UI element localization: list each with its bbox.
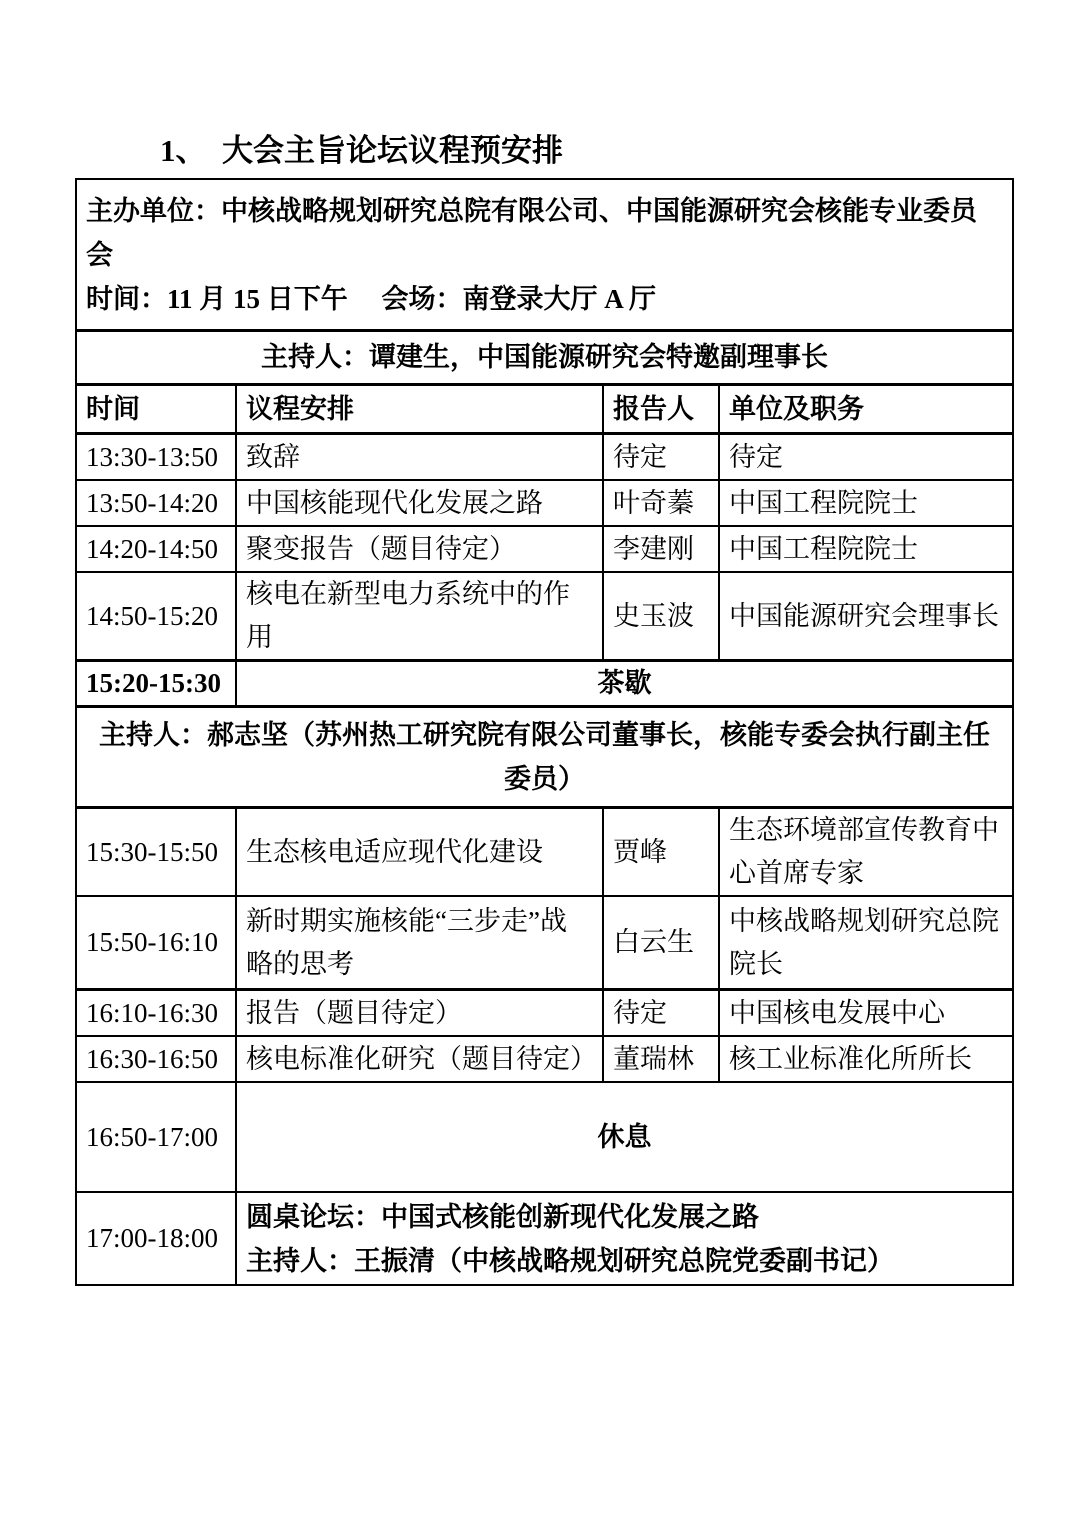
affiliation-cell: 核工业标准化所所长	[719, 1036, 1013, 1082]
speaker-cell: 叶奇蓁	[603, 480, 719, 526]
agenda-row	[76, 480, 1013, 526]
moderator-1-text: 主持人：谭建生，中国能源研究会特邀副理事长	[76, 331, 1013, 385]
affiliation-cell: 生态环境部宣传教育中心首席专家	[719, 808, 1013, 897]
tea-break-row	[76, 661, 1013, 707]
speaker-cell: 白云生	[603, 896, 719, 990]
col-header-speaker: 报告人	[603, 385, 719, 434]
organizer-text: 主办单位：中核战略规划研究总院有限公司、中国能源研究会核能专业委员会	[86, 196, 977, 270]
affiliation-cell: 中国工程院院士	[719, 480, 1013, 526]
time-cell: 16:10-16:30	[76, 990, 236, 1037]
time-cell: 15:20-15:30	[76, 661, 236, 707]
affiliation-cell: 中国工程院院士	[719, 526, 1013, 572]
agenda-row	[76, 808, 1013, 897]
agenda-row	[76, 572, 1013, 661]
topic-cell: 核电标准化研究（题目待定）	[236, 1036, 603, 1082]
time-venue-text: 时间：11 月 15 日下午 会场：南登录大厅 A 厅	[86, 284, 657, 314]
time-cell: 17:00-18:00	[76, 1192, 236, 1285]
affiliation-cell: 待定	[719, 434, 1013, 481]
time-cell: 16:30-16:50	[76, 1036, 236, 1082]
roundtable-title: 圆桌论坛：中国式核能创新现代化发展之路	[246, 1201, 759, 1232]
col-header-topic: 议程安排	[236, 385, 603, 434]
time-cell: 14:50-15:20	[76, 572, 236, 661]
topic-cell: 报告（题目待定）	[236, 990, 603, 1037]
agenda-row	[76, 434, 1013, 481]
agenda-table	[75, 178, 1014, 1286]
roundtable-cell	[236, 1192, 1013, 1285]
info-row	[76, 179, 1013, 331]
moderator-row-1	[76, 331, 1013, 385]
roundtable-moderator: 主持人：王振清（中核战略规划研究总院党委副书记）	[246, 1245, 894, 1276]
info-cell	[76, 179, 1013, 331]
col-header-affiliation: 单位及职务	[719, 385, 1013, 434]
time-cell: 14:20-14:50	[76, 526, 236, 572]
roundtable-row	[76, 1192, 1013, 1285]
speaker-cell: 李建刚	[603, 526, 719, 572]
time-cell: 16:50-17:00	[76, 1082, 236, 1192]
agenda-row	[76, 1036, 1013, 1082]
topic-cell: 中国核能现代化发展之路	[236, 480, 603, 526]
col-header-time: 时间	[76, 385, 236, 434]
moderator-2-text: 主持人：郝志坚（苏州热工研究院有限公司董事长，核能专委会执行副主任委员）	[76, 707, 1013, 808]
rest-break-row	[76, 1082, 1013, 1192]
time-cell: 13:50-14:20	[76, 480, 236, 526]
moderator-row-2	[76, 707, 1013, 808]
affiliation-cell: 中国能源研究会理事长	[719, 572, 1013, 661]
agenda-row	[76, 526, 1013, 572]
topic-cell: 生态核电适应现代化建设	[236, 808, 603, 897]
affiliation-cell: 中国核电发展中心	[719, 990, 1013, 1037]
time-cell: 15:50-16:10	[76, 896, 236, 990]
affiliation-cell: 中核战略规划研究总院院长	[719, 896, 1013, 990]
agenda-row	[76, 896, 1013, 990]
tea-break-label: 茶歇	[236, 661, 1013, 707]
speaker-cell: 史玉波	[603, 572, 719, 661]
time-cell: 15:30-15:50	[76, 808, 236, 897]
agenda-row	[76, 990, 1013, 1037]
topic-cell: 聚变报告（题目待定）	[236, 526, 603, 572]
speaker-cell: 待定	[603, 990, 719, 1037]
speaker-cell: 待定	[603, 434, 719, 481]
speaker-cell: 贾峰	[603, 808, 719, 897]
rest-break-label: 休息	[236, 1082, 1013, 1192]
topic-cell: 核电在新型电力系统中的作用	[236, 572, 603, 661]
page-title: 1、 大会主旨论坛议程预安排	[160, 133, 563, 168]
speaker-cell: 董瑞林	[603, 1036, 719, 1082]
topic-cell: 新时期实施核能“三步走”战略的思考	[236, 896, 603, 990]
topic-cell: 致辞	[236, 434, 603, 481]
time-cell: 13:30-13:50	[76, 434, 236, 481]
column-header-row	[76, 385, 1013, 434]
